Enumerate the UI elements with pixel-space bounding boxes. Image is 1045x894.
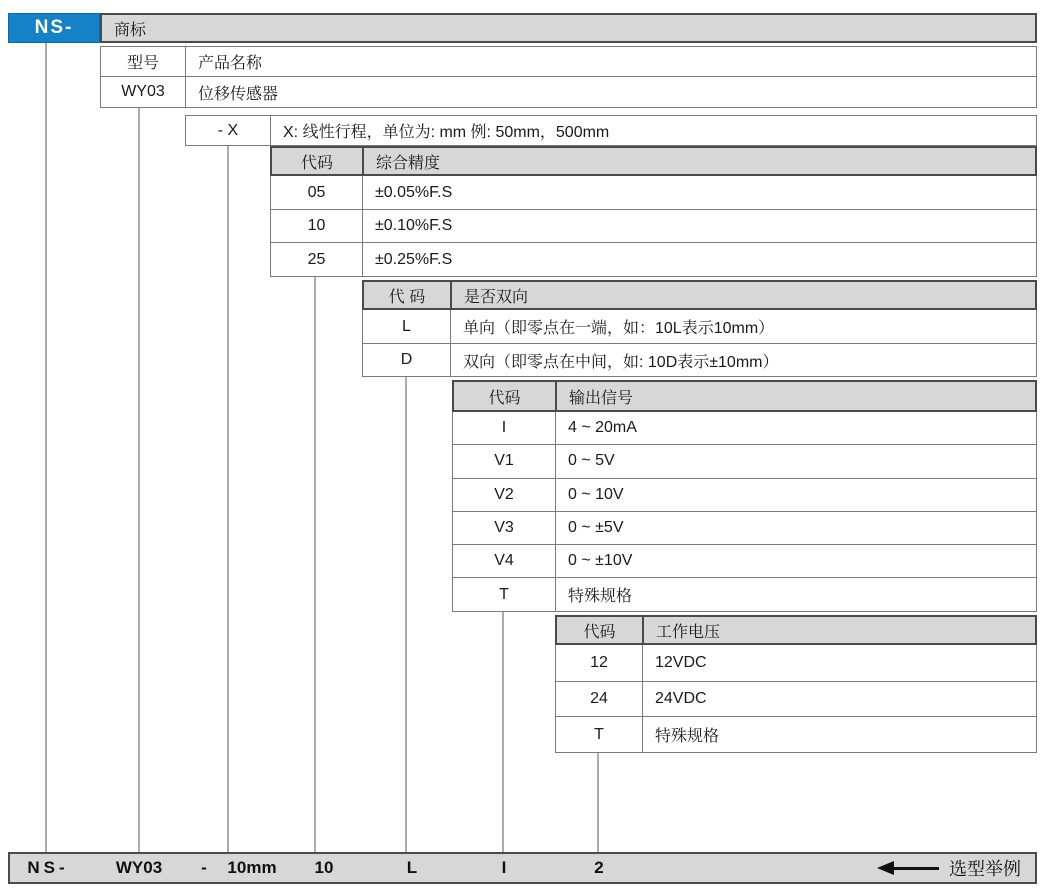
- connector-line-output: [502, 612, 504, 852]
- stroke-desc-cell: X: 线性行程，单位为: mm 例: 50mm，500mm: [283, 124, 610, 141]
- left-arrow-icon: [877, 861, 894, 875]
- stroke-code-cell: - X: [186, 116, 271, 145]
- model-code-cell: 型号: [101, 47, 186, 76]
- desc-cell: 特殊规格: [568, 588, 633, 606]
- connector-line-model: [138, 108, 140, 852]
- code-cell: 05: [271, 176, 363, 209]
- table-row: [100, 46, 1037, 77]
- table-header-row: [452, 380, 1037, 412]
- desc-cell: 0 ~ ±5V: [568, 519, 624, 537]
- output-signal-table: [452, 380, 1037, 612]
- example-segment-accuracy: 10: [314, 858, 334, 877]
- header-desc-cell: 是否双向: [464, 288, 529, 306]
- table-header-row: [555, 615, 1037, 645]
- code-cell: T: [556, 717, 643, 752]
- desc-cell: 特殊规格: [655, 728, 720, 745]
- header-code-cell: 代 码: [364, 282, 452, 308]
- trademark-label: 商标: [114, 21, 147, 39]
- code-cell: 25: [271, 243, 363, 276]
- desc-cell: 双向（即零点在中间，如: 10D表示±10mm）: [463, 353, 779, 371]
- code-cell: I: [453, 412, 556, 444]
- table-header-row: [362, 280, 1037, 310]
- desc-cell: 12VDC: [655, 654, 707, 671]
- header-desc-cell: 输出信号: [569, 389, 634, 407]
- code-cell: V3: [453, 512, 556, 544]
- desc-cell: ±0.10%F.S: [375, 217, 453, 234]
- header-code-cell: 代码: [557, 617, 644, 643]
- code-cell: 10: [271, 210, 363, 242]
- selection-example-label: 选型举例: [949, 859, 1021, 879]
- table-row: [362, 344, 1037, 377]
- table-row: [100, 77, 1037, 108]
- example-segment-direction: L: [406, 858, 418, 877]
- model-desc-cell: 位移传感器: [198, 85, 279, 103]
- code-cell: T: [453, 578, 556, 610]
- desc-cell: 单向（即零点在一端，如：10L表示10mm）: [463, 320, 775, 337]
- table-row: [452, 512, 1037, 545]
- voltage-table: [555, 615, 1037, 753]
- desc-cell: ±0.25%F.S: [375, 250, 453, 268]
- brand-prefix-box: [8, 13, 100, 43]
- connector-line-stroke: [227, 146, 229, 852]
- example-segment-output: I: [501, 858, 507, 877]
- header-desc-cell: 综合精度: [376, 154, 441, 172]
- model-desc-cell: 产品名称: [198, 55, 263, 72]
- desc-cell: ±0.05%F.S: [375, 183, 453, 201]
- code-cell: V1: [453, 445, 556, 477]
- example-segment-model: WY03: [115, 858, 163, 877]
- table-row: [555, 682, 1037, 717]
- header-desc-cell: 工作电压: [656, 623, 721, 641]
- example-segment-voltage: 2: [594, 858, 604, 877]
- trademark-header: [100, 13, 1037, 43]
- example-segment-prefix: NS-: [27, 858, 69, 877]
- table-row: [452, 445, 1037, 478]
- table-row: [270, 176, 1037, 210]
- connector-line-brand: [45, 43, 47, 852]
- desc-cell: 4 ~ 20mA: [568, 419, 637, 437]
- example-segment-stroke: 10mm: [227, 858, 277, 877]
- accuracy-table: [270, 146, 1037, 277]
- table-row: [270, 243, 1037, 277]
- table-row: [452, 578, 1037, 611]
- example-segment-dash: -: [201, 858, 207, 877]
- code-cell: 24: [556, 682, 643, 716]
- connector-line-accuracy: [314, 277, 316, 852]
- direction-table: [362, 280, 1037, 377]
- arrow-shaft: [893, 867, 939, 870]
- header-code-cell: 代码: [272, 148, 364, 174]
- code-cell: 12: [556, 645, 643, 681]
- code-cell: V2: [453, 479, 556, 511]
- code-cell: D: [363, 344, 451, 376]
- table-header-row: [270, 146, 1037, 176]
- model-code-cell: WY03: [101, 77, 186, 107]
- model-table: [100, 46, 1037, 108]
- selection-example-bar: [8, 852, 1037, 884]
- stroke-row: [185, 115, 1037, 146]
- desc-cell: 0 ~ ±10V: [568, 552, 633, 570]
- connector-line-voltage: [597, 753, 599, 852]
- selection-example-pointer: [877, 855, 1021, 881]
- table-row: [555, 645, 1037, 682]
- code-cell: V4: [453, 545, 556, 577]
- brand-prefix-label: NS-: [34, 17, 74, 38]
- table-row: [185, 115, 1037, 146]
- table-row: [452, 479, 1037, 512]
- connector-line-direction: [405, 377, 407, 852]
- desc-cell: 24VDC: [655, 690, 707, 707]
- header-code-cell: 代码: [454, 382, 557, 410]
- code-cell: L: [363, 310, 451, 343]
- table-row: [270, 210, 1037, 243]
- table-row: [555, 717, 1037, 753]
- table-row: [362, 310, 1037, 344]
- table-row: [452, 545, 1037, 578]
- desc-cell: 0 ~ 5V: [568, 452, 615, 470]
- desc-cell: 0 ~ 10V: [568, 485, 624, 503]
- table-row: [452, 412, 1037, 445]
